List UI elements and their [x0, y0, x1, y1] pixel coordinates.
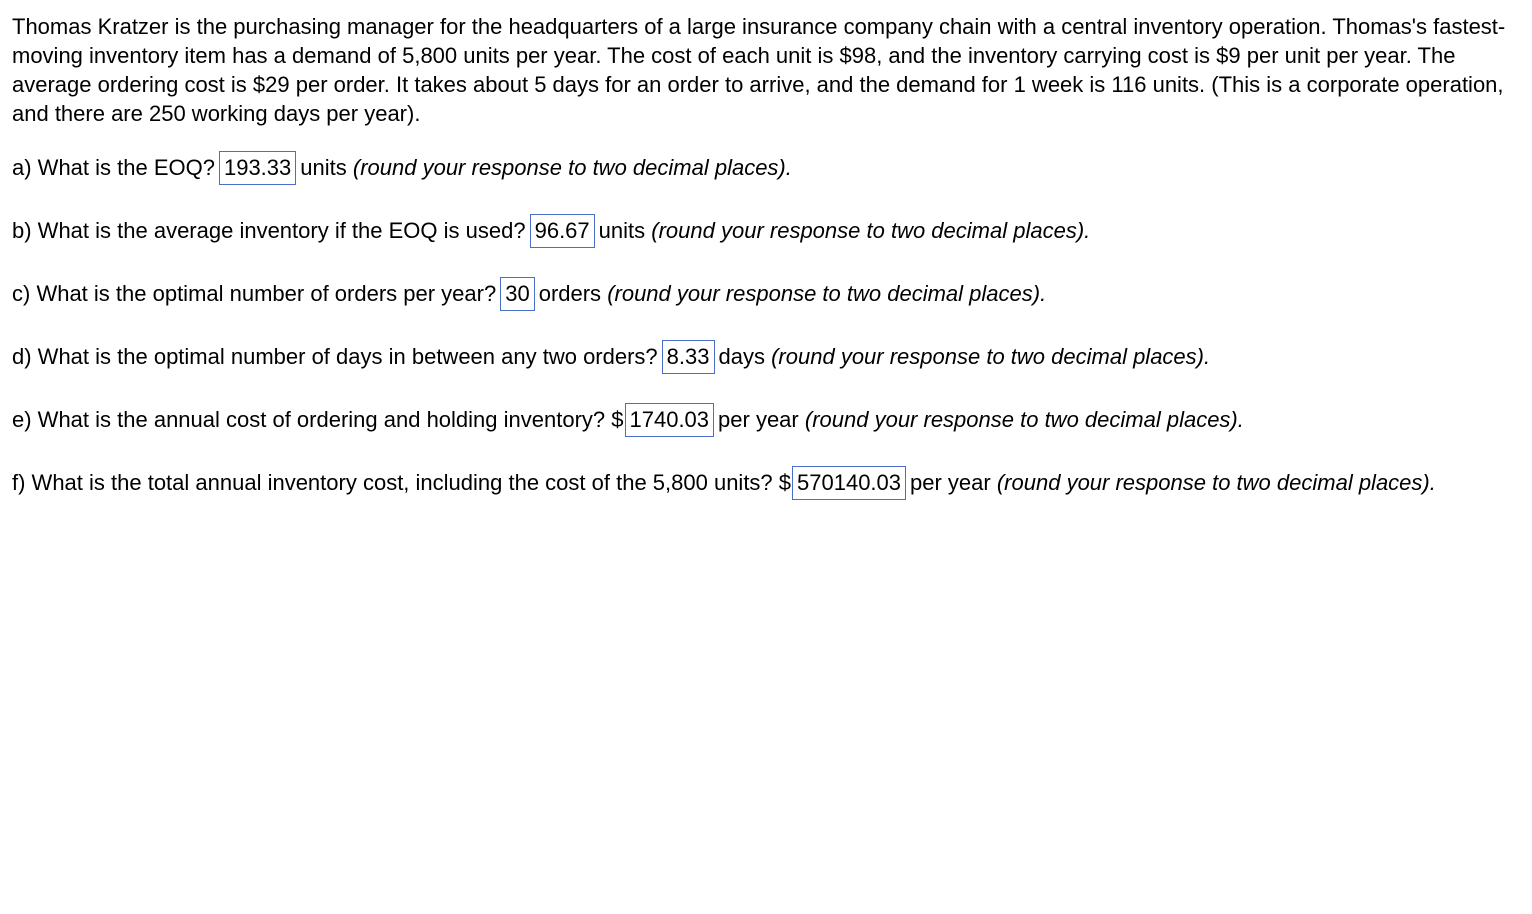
rounding-note: (round your response to two decimal places).	[771, 344, 1211, 369]
annual-cost-answer-input[interactable]: 1740.03	[625, 403, 715, 437]
unit-label: orders	[538, 281, 602, 306]
unit-label: per year	[910, 470, 991, 495]
rounding-note: (round your response to two decimal places).	[804, 407, 1244, 432]
orders-per-year-answer-input[interactable]: 30	[500, 277, 534, 311]
question-d	[12, 339, 1518, 374]
unit-label: days	[718, 344, 765, 369]
question-a	[12, 150, 1518, 185]
question-e	[12, 402, 1518, 437]
question-text: d) What is the optimal number of days in between any two orders?	[12, 344, 658, 369]
question-text: b) What is the average inventory if the EOQ is used?	[12, 218, 526, 243]
total-annual-cost-answer-input[interactable]: 570140.03	[792, 466, 906, 500]
question-text: c) What is the optimal number of orders per year?	[12, 281, 497, 306]
days-between-orders-answer-input[interactable]: 8.33	[662, 340, 715, 374]
question-c	[12, 276, 1518, 311]
problem-statement: Thomas Kratzer is the purchasing manager for the headquarters of a large insurance company chain with a central inventory operation. Thomas's fastest-moving inventory item has a demand of 5,800 units per year. The cost of each unit is $98, and the inventory carrying cost is $9 per unit per year. The average ordering cost is $29 per order. It takes about 5 days for an order to arrive, and the demand for 1 week is 116 units. (This is a corporate operation, and there are 250 working days per year).	[12, 14, 1506, 126]
rounding-note: (round your response to two decimal places).	[651, 218, 1091, 243]
rounding-note: (round your response to two decimal places).	[607, 281, 1047, 306]
unit-label: per year	[718, 407, 799, 432]
unit-label: units	[598, 218, 646, 243]
question-text: f) What is the total annual inventory cost, including the cost of the 5,800 units? $	[12, 470, 792, 495]
eoq-answer-input[interactable]: 193.33	[219, 151, 296, 185]
question-f	[12, 465, 1518, 500]
rounding-note: (round your response to two decimal places).	[352, 155, 792, 180]
average-inventory-answer-input[interactable]: 96.67	[530, 214, 595, 248]
rounding-note: (round your response to two decimal places).	[996, 470, 1436, 495]
question-b	[12, 213, 1518, 248]
question-text: e) What is the annual cost of ordering and holding inventory? $	[12, 407, 624, 432]
question-text: a) What is the EOQ?	[12, 155, 215, 180]
unit-label: units	[300, 155, 347, 180]
